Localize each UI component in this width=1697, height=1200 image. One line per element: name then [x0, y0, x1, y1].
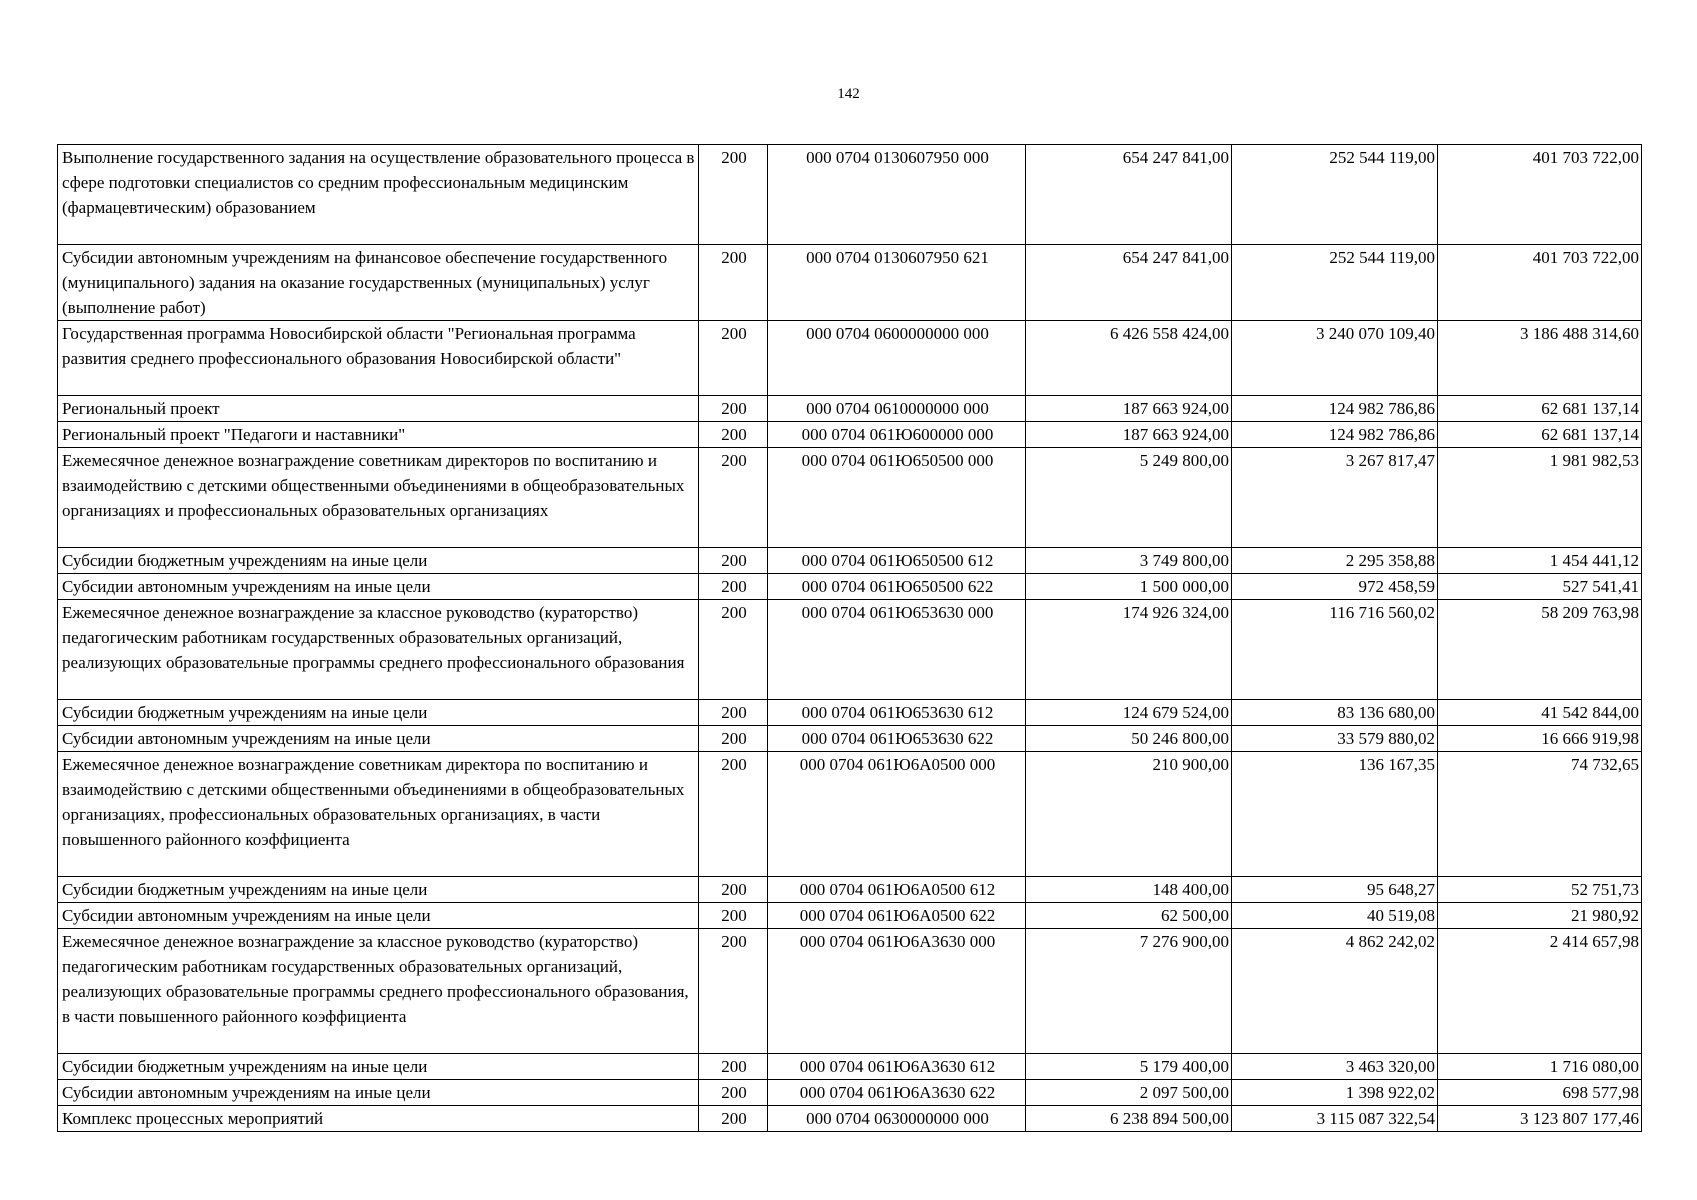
row-code-cell: 200 [699, 548, 768, 574]
row-approved-cell: 210 900,00 [1026, 752, 1232, 877]
row-name-cell: Субсидии автономным учреждениям на иные цели [58, 726, 699, 752]
row-approved-cell: 3 749 800,00 [1026, 548, 1232, 574]
row-name-cell: Субсидии бюджетным учреждениям на иные цели [58, 877, 699, 903]
row-code-cell: 200 [699, 752, 768, 877]
row-kbk-cell: 000 0704 0600000000 000 [768, 321, 1026, 396]
table-row [58, 600, 1642, 700]
table-row [58, 574, 1642, 600]
row-remaining-cell: 41 542 844,00 [1438, 700, 1642, 726]
row-remaining-cell: 401 703 722,00 [1438, 245, 1642, 321]
row-code-cell: 200 [699, 700, 768, 726]
row-executed-cell: 136 167,35 [1232, 752, 1438, 877]
row-remaining-cell: 3 123 807 177,46 [1438, 1106, 1642, 1132]
row-name-cell: Региональный проект [58, 396, 699, 422]
table-row [58, 929, 1642, 1054]
row-executed-cell: 124 982 786,86 [1232, 396, 1438, 422]
row-remaining-cell: 1 981 982,53 [1438, 448, 1642, 548]
row-approved-cell: 124 679 524,00 [1026, 700, 1232, 726]
row-remaining-cell: 74 732,65 [1438, 752, 1642, 877]
row-code-cell: 200 [699, 396, 768, 422]
row-code-cell: 200 [699, 1054, 768, 1080]
row-kbk-cell: 000 0704 061Ю650500 612 [768, 548, 1026, 574]
table-row [58, 1054, 1642, 1080]
table-row [58, 548, 1642, 574]
table-row [58, 422, 1642, 448]
row-kbk-cell: 000 0704 061Ю653630 612 [768, 700, 1026, 726]
row-name-cell: Ежемесячное денежное вознаграждение советникам директоров по воспитанию и взаимодействию с детскими общественными объединениями в общеобразовательных организациях и профессиональных образовательных организациях [58, 448, 699, 548]
row-approved-cell: 654 247 841,00 [1026, 145, 1232, 245]
row-name-cell: Комплекс процессных мероприятий [58, 1106, 699, 1132]
row-name-cell: Выполнение государственного задания на осуществление образовательного процесса в сфере подготовки специалистов со средним профессиональным медицинским (фармацевтическим) образованием [58, 145, 699, 245]
row-code-cell: 200 [699, 574, 768, 600]
row-kbk-cell: 000 0704 0130607950 621 [768, 245, 1026, 321]
row-remaining-cell: 527 541,41 [1438, 574, 1642, 600]
row-kbk-cell: 000 0704 0630000000 000 [768, 1106, 1026, 1132]
row-remaining-cell: 2 414 657,98 [1438, 929, 1642, 1054]
row-name-cell: Субсидии автономным учреждениям на финансовое обеспечение государственного (муниципального) задания на оказание государственных (муниципальных) услуг (выполнение работ) [58, 245, 699, 321]
table-row [58, 903, 1642, 929]
table-row [58, 752, 1642, 877]
row-kbk-cell: 000 0704 061Ю6А3630 612 [768, 1054, 1026, 1080]
row-approved-cell: 5 179 400,00 [1026, 1054, 1232, 1080]
row-approved-cell: 6 238 894 500,00 [1026, 1106, 1232, 1132]
row-approved-cell: 2 097 500,00 [1026, 1080, 1232, 1106]
row-code-cell: 200 [699, 145, 768, 245]
row-kbk-cell: 000 0704 061Ю650500 000 [768, 448, 1026, 548]
row-executed-cell: 972 458,59 [1232, 574, 1438, 600]
row-remaining-cell: 16 666 919,98 [1438, 726, 1642, 752]
row-name-cell: Государственная программа Новосибирской области "Региональная программа развития среднего профессионального образования Новосибирской области" [58, 321, 699, 396]
row-executed-cell: 40 519,08 [1232, 903, 1438, 929]
table-row [58, 448, 1642, 548]
row-executed-cell: 116 716 560,02 [1232, 600, 1438, 700]
row-approved-cell: 174 926 324,00 [1026, 600, 1232, 700]
row-code-cell: 200 [699, 1080, 768, 1106]
row-remaining-cell: 21 980,92 [1438, 903, 1642, 929]
row-remaining-cell: 1 716 080,00 [1438, 1054, 1642, 1080]
row-approved-cell: 50 246 800,00 [1026, 726, 1232, 752]
budget-table [57, 144, 1642, 1132]
row-code-cell: 200 [699, 422, 768, 448]
table-row [58, 877, 1642, 903]
row-code-cell: 200 [699, 903, 768, 929]
row-remaining-cell: 1 454 441,12 [1438, 548, 1642, 574]
row-executed-cell: 4 862 242,02 [1232, 929, 1438, 1054]
row-code-cell: 200 [699, 1106, 768, 1132]
row-approved-cell: 62 500,00 [1026, 903, 1232, 929]
row-code-cell: 200 [699, 245, 768, 321]
row-executed-cell: 252 544 119,00 [1232, 245, 1438, 321]
row-approved-cell: 187 663 924,00 [1026, 422, 1232, 448]
row-name-cell: Региональный проект "Педагоги и наставники" [58, 422, 699, 448]
row-remaining-cell: 62 681 137,14 [1438, 396, 1642, 422]
row-executed-cell: 95 648,27 [1232, 877, 1438, 903]
row-executed-cell: 3 240 070 109,40 [1232, 321, 1438, 396]
row-code-cell: 200 [699, 726, 768, 752]
row-name-cell: Субсидии бюджетным учреждениям на иные цели [58, 1054, 699, 1080]
table-row [58, 321, 1642, 396]
row-code-cell: 200 [699, 321, 768, 396]
row-remaining-cell: 3 186 488 314,60 [1438, 321, 1642, 396]
table-row [58, 1106, 1642, 1132]
row-name-cell: Субсидии бюджетным учреждениям на иные цели [58, 700, 699, 726]
row-name-cell: Субсидии автономным учреждениям на иные цели [58, 574, 699, 600]
row-kbk-cell: 000 0704 061Ю6А0500 622 [768, 903, 1026, 929]
row-remaining-cell: 401 703 722,00 [1438, 145, 1642, 245]
budget-table-body [58, 145, 1642, 1132]
row-kbk-cell: 000 0704 061Ю650500 622 [768, 574, 1026, 600]
row-name-cell: Ежемесячное денежное вознаграждение за классное руководство (кураторство) педагогическим работникам государственных образовательных организаций, реализующих образовательные программы среднего профессионального образования, в части повышенного районного коэффициента [58, 929, 699, 1054]
row-approved-cell: 5 249 800,00 [1026, 448, 1232, 548]
row-executed-cell: 83 136 680,00 [1232, 700, 1438, 726]
table-row [58, 1080, 1642, 1106]
row-kbk-cell: 000 0704 061Ю6А0500 000 [768, 752, 1026, 877]
row-name-cell: Ежемесячное денежное вознаграждение советникам директора по воспитанию и взаимодействию с детскими общественными объединениями в общеобразовательных организациях, профессиональных образовательных организациях, в части повышенного районного коэффициента [58, 752, 699, 877]
row-approved-cell: 654 247 841,00 [1026, 245, 1232, 321]
row-executed-cell: 124 982 786,86 [1232, 422, 1438, 448]
row-kbk-cell: 000 0704 0130607950 000 [768, 145, 1026, 245]
row-executed-cell: 3 267 817,47 [1232, 448, 1438, 548]
row-name-cell: Субсидии автономным учреждениям на иные цели [58, 1080, 699, 1106]
row-executed-cell: 3 115 087 322,54 [1232, 1106, 1438, 1132]
row-approved-cell: 148 400,00 [1026, 877, 1232, 903]
row-approved-cell: 187 663 924,00 [1026, 396, 1232, 422]
row-kbk-cell: 000 0704 061Ю653630 000 [768, 600, 1026, 700]
page-number: 142 [837, 86, 860, 102]
row-executed-cell: 2 295 358,88 [1232, 548, 1438, 574]
table-row [58, 396, 1642, 422]
row-kbk-cell: 000 0704 061Ю6А3630 622 [768, 1080, 1026, 1106]
row-code-cell: 200 [699, 877, 768, 903]
row-executed-cell: 1 398 922,02 [1232, 1080, 1438, 1106]
row-approved-cell: 1 500 000,00 [1026, 574, 1232, 600]
row-kbk-cell: 000 0704 061Ю6А0500 612 [768, 877, 1026, 903]
row-remaining-cell: 62 681 137,14 [1438, 422, 1642, 448]
row-remaining-cell: 52 751,73 [1438, 877, 1642, 903]
row-approved-cell: 7 276 900,00 [1026, 929, 1232, 1054]
table-row [58, 700, 1642, 726]
row-kbk-cell: 000 0704 061Ю653630 622 [768, 726, 1026, 752]
row-kbk-cell: 000 0704 061Ю6А3630 000 [768, 929, 1026, 1054]
row-remaining-cell: 698 577,98 [1438, 1080, 1642, 1106]
table-row [58, 145, 1642, 245]
table-row [58, 726, 1642, 752]
row-kbk-cell: 000 0704 061Ю600000 000 [768, 422, 1026, 448]
row-executed-cell: 3 463 320,00 [1232, 1054, 1438, 1080]
row-name-cell: Субсидии бюджетным учреждениям на иные цели [58, 548, 699, 574]
row-remaining-cell: 58 209 763,98 [1438, 600, 1642, 700]
table-row [58, 245, 1642, 321]
row-kbk-cell: 000 0704 0610000000 000 [768, 396, 1026, 422]
row-code-cell: 200 [699, 600, 768, 700]
row-code-cell: 200 [699, 929, 768, 1054]
row-executed-cell: 252 544 119,00 [1232, 145, 1438, 245]
row-name-cell: Субсидии автономным учреждениям на иные цели [58, 903, 699, 929]
row-executed-cell: 33 579 880,02 [1232, 726, 1438, 752]
row-approved-cell: 6 426 558 424,00 [1026, 321, 1232, 396]
row-code-cell: 200 [699, 448, 768, 548]
row-name-cell: Ежемесячное денежное вознаграждение за классное руководство (кураторство) педагогическим работникам государственных образовательных организаций, реализующих образовательные программы среднего профессионального образования [58, 600, 699, 700]
